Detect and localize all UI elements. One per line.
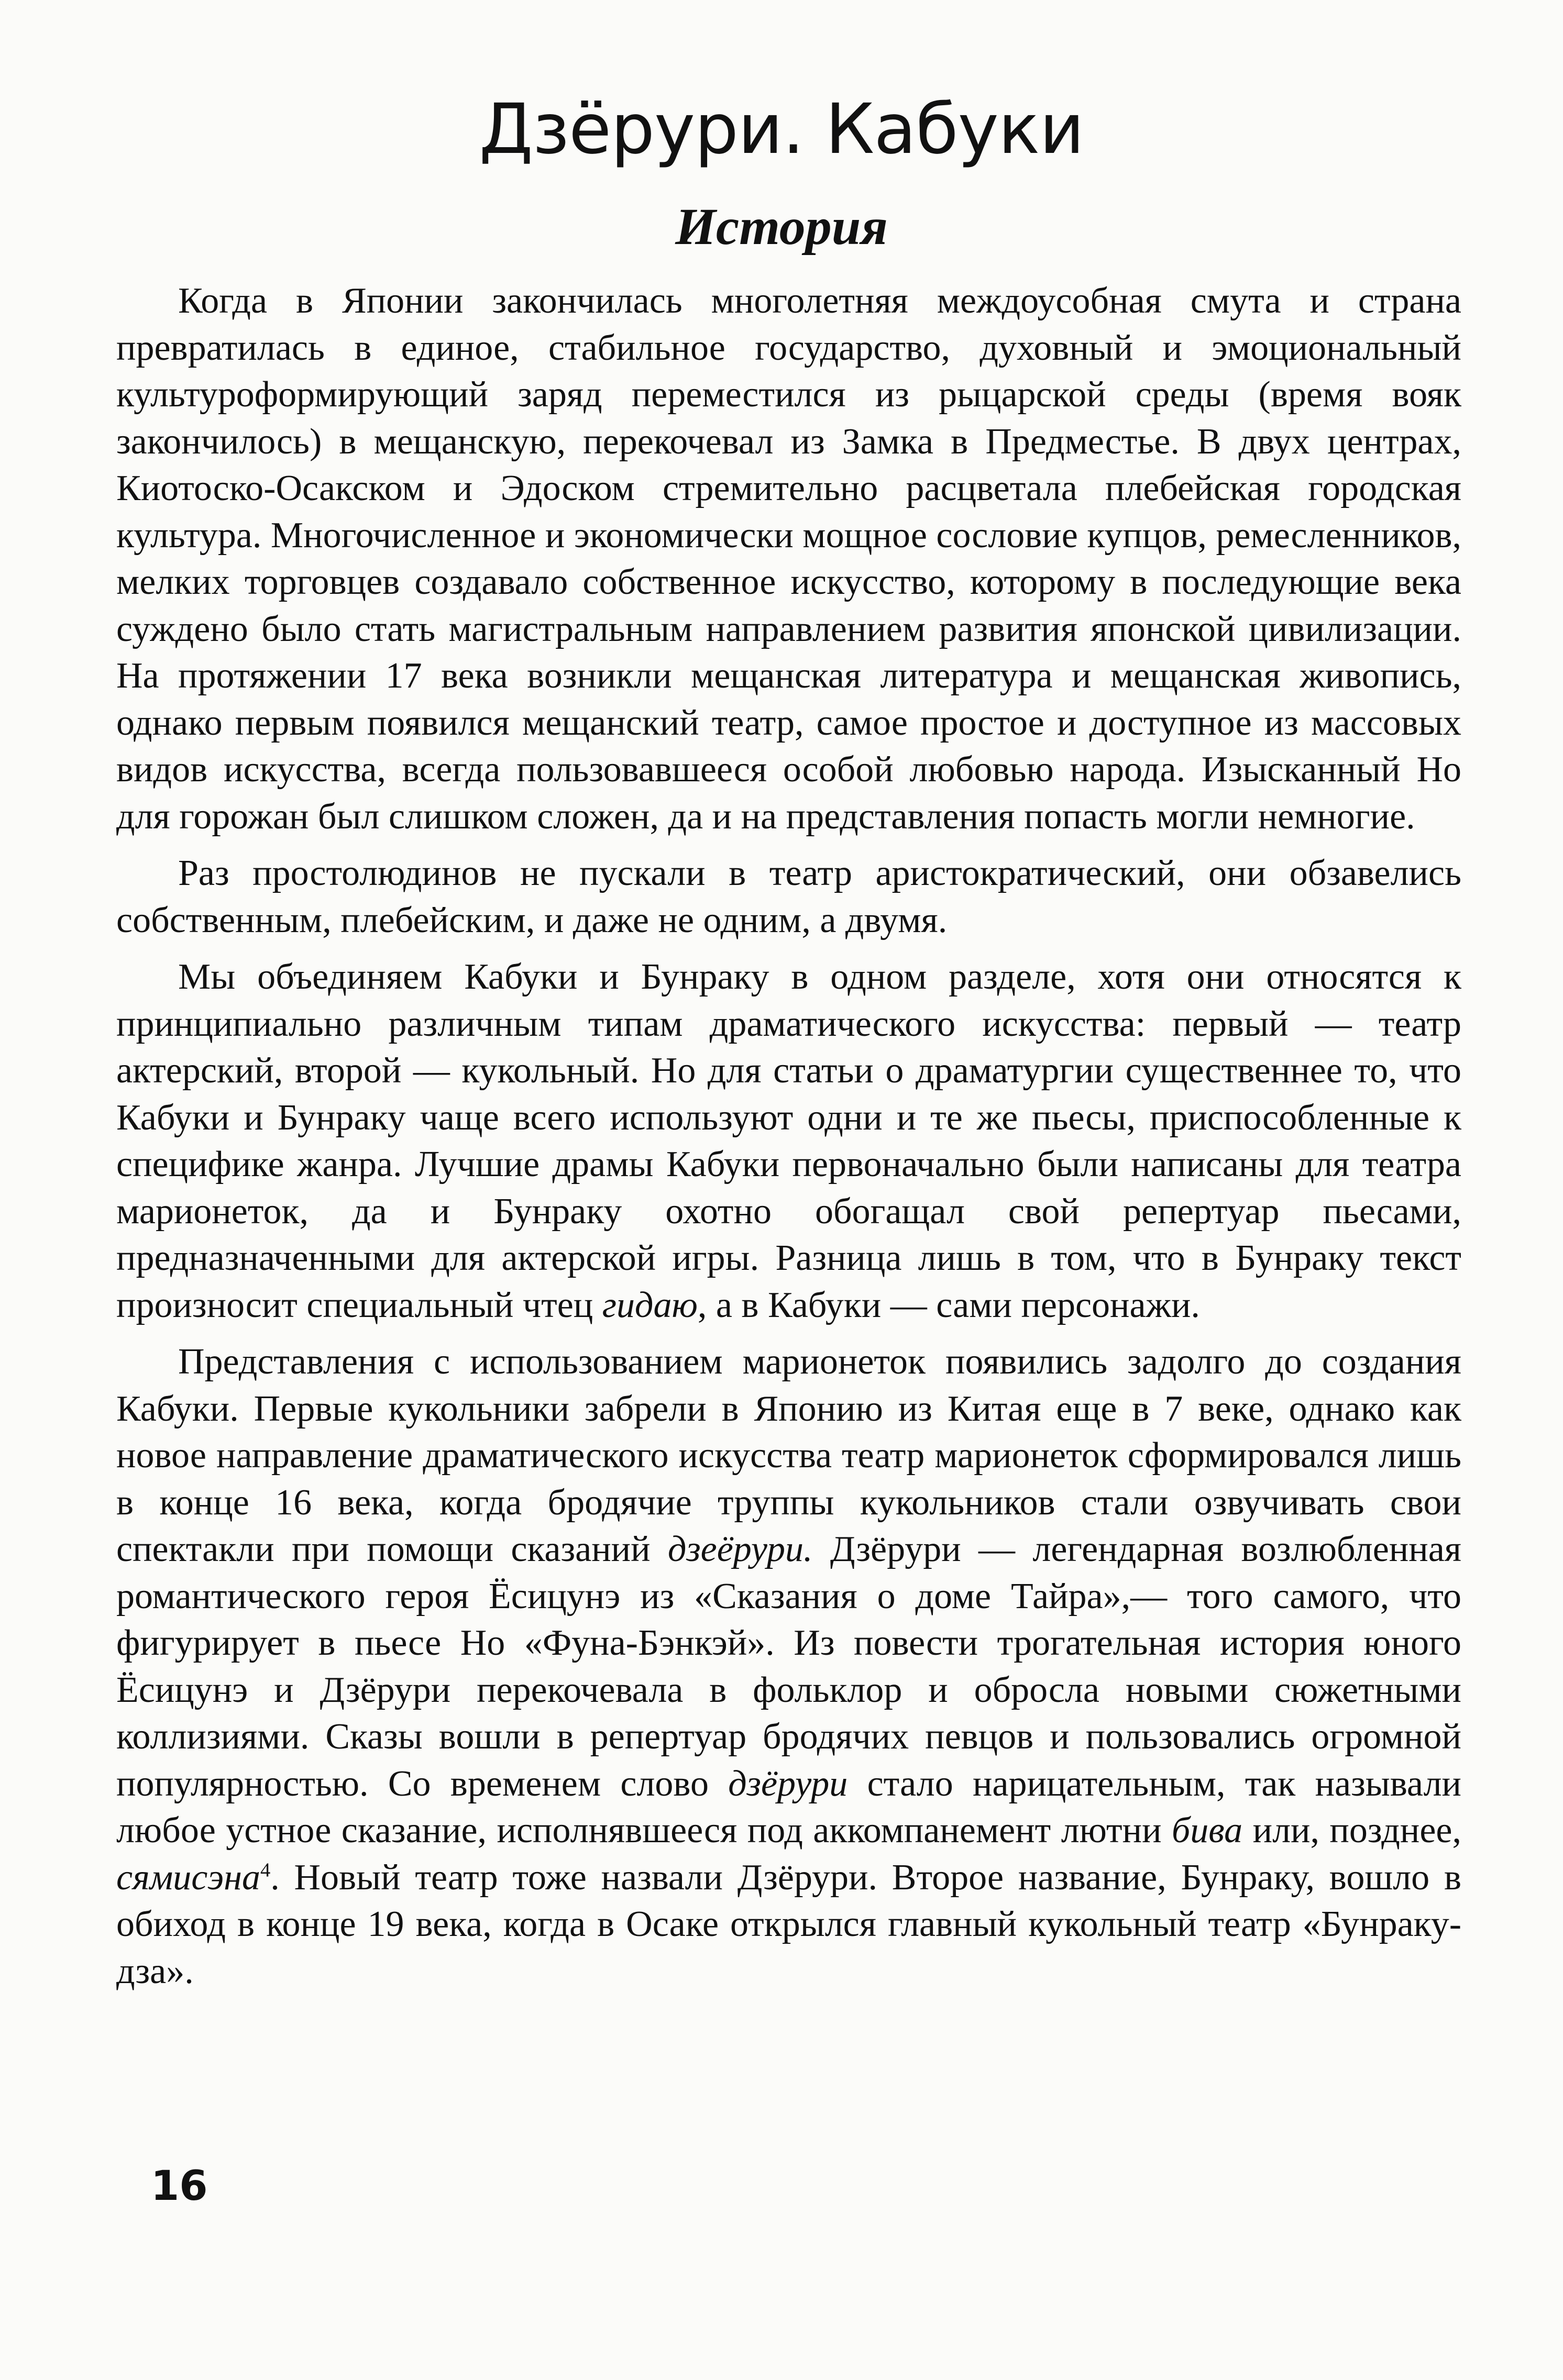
term-biwa: бива (1172, 1810, 1243, 1851)
paragraph-1: Когда в Японии закончилась многолетняя междоусобная смута и страна превратилась в единое, стабильное государство, духовный и эмоциональный культуроформирующий заряд переместился из рыцарской среды (время вояк закончилось) в мещанскую, перекочевал из Замка в Предместье. В двух центрах, Киотоско-Осакском и Эдоском стремительно расцветала плебейская городская культура. Многочисленное и экономически мощное сословие купцов, ремесленников, мелких торговцев создавало собственное искусство, которому в последующие века суждено было стать магистральным направлением развития японской цивилизации. На протяжении 17 века возникли мещанская литература и мещанская живопись, однако первым появился мещанский театр, самое простое и доступное из массовых видов искусства, всегда пользовавшееся особой любовью народа. Изысканный Но для горожан был слишком сложен, да и на представления попасть могли немногие. (116, 281, 1461, 837)
page-title: Дзёрури. Кабуки (479, 89, 1084, 170)
paragraph-4-text-d: или, позднее, (1242, 1810, 1461, 1851)
paragraph-4-text-c: стало нарицательным, так называли любое устное сказание, исполнявшееся под аккомпанемент лютни (116, 1763, 1461, 1851)
footnote-marker[interactable]: 4 (260, 1859, 271, 1881)
paragraph-4-text-b: Дзёрури — легендарная возлюбленная романтического героя Ёсицунэ из «Сказания о доме Тайра»,— того самого, что фигурирует в пьесе Но «Фуна-Бэнкэй». Из повести трогательная история юного Ёсицунэ и Дзёрури перекочевала в фольклор и обросла новыми сюжетными коллизиями. Сказы вошли в репертуар бродячих певцов и пользовались огромной популярностью. Со временем слово (116, 1529, 1461, 1804)
term-gidayu: гидаю (602, 1285, 698, 1325)
paragraph-4-text-a: Представления с использованием марионеток появились задолго до создания Кабуки. Первые кукольники забрели в Японию из Китая еще в 7 веке, однако как новое направление драматического искусства театр марионеток сформировался лишь в конце 16 века, когда бродячие труппы кукольников стали озвучивать свои спектакли при помощи сказаний (116, 1342, 1461, 1569)
term-dzeyoruri: дзеёрури. (667, 1529, 813, 1569)
section-subtitle: История (675, 197, 888, 256)
paragraph-3-text-b: , а в Кабуки — сами персонажи. (697, 1285, 1200, 1325)
page-number: 16 (151, 2163, 208, 2210)
paragraph-4 (116, 1338, 1461, 1995)
paragraph-4-text-e: . Новый театр тоже назвали Дзёрури. Второе название, Бунраку, вошло в обиход в конце 19 века, когда в Осаке открылся главный кукольный театр «Бунраку-дза». (116, 1857, 1461, 1991)
paragraph-3 (116, 954, 1461, 1329)
term-shamisen: сямисэна (116, 1857, 260, 1898)
paragraph-2: Раз простолюдинов не пускали в театр аристократический, они обзавелись собственным, плебейским, и даже не одним, а двумя. (116, 853, 1461, 940)
term-dzyoruri: дзёрури (728, 1763, 848, 1804)
paragraph-3-text-a: Мы объединяем Кабуки и Бунраку в одном разделе, хотя они относятся к принципиально различным типам драматического искусства: первый — театр актерский, второй — кукольный. Но для статьи о драматургии существеннее то, что Кабуки и Бунраку чаще всего используют одни и те же пьесы, приспособленные к специфике жанра. Лучшие драмы Кабуки первоначально были написаны для театра марионеток, да и Бунраку охотно обогащал свой репертуар пьесами, предназначенными для актерской игры. Разница лишь в том, что в Бунраку текст произносит специальный чтец (116, 957, 1461, 1325)
body-text (116, 278, 1461, 1995)
